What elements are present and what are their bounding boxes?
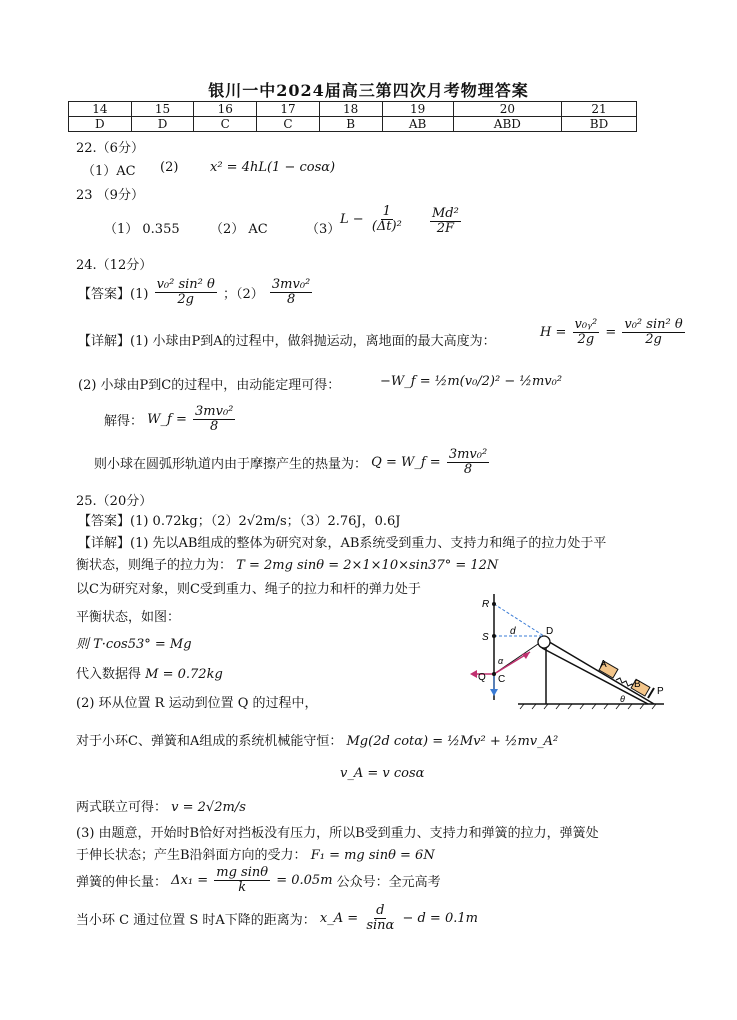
q25-line13: 弹簧的伸长量： Δx₁ = $\frac{\text{mg sinθ}}{k}$ = 0.05m 公众号：全元高考: [76, 865, 441, 895]
q23-formula1: L − $\frac{1}{\text{(Δt)²}}$: [340, 204, 402, 234]
q22-formula: x² = 4hL(1 − cosα): [210, 160, 336, 175]
q24-detail1-formula: H = $\frac{\text{v₀ᵧ²}}{2g}$ = $\frac{\text{v₀² sin² θ}}{2g}$: [540, 317, 683, 347]
table-cell: ABD: [453, 117, 561, 132]
table-cell: C: [257, 117, 320, 132]
ring-c: [492, 672, 496, 676]
q25-line3: 以C为研究对象，则C受到重力、绳子的拉力和杆的弹力处于: [76, 582, 421, 597]
table-cell: 17: [257, 102, 320, 117]
page-title: 银川一中2024届高三第四次月考物理答案: [208, 81, 529, 100]
q25-line8: 对于小环C、弹簧和A组成的系统机械能守恒： Mg(2d cotα) = ½Mv² + ½mv_A²: [76, 734, 559, 749]
normal-arrowhead: [470, 670, 477, 678]
pulley: [538, 636, 550, 648]
q24-detail2: (2) 小球由P到C的过程中，由动能定理可得：: [78, 378, 341, 393]
q23-header: 23 （9分）: [76, 188, 144, 203]
label-p: P: [657, 686, 664, 697]
point-r: [492, 602, 496, 606]
label-theta: θ: [620, 694, 625, 704]
label-c: C: [498, 674, 506, 685]
q25-line10: 两式联立可得： v = 2√2m/s: [76, 800, 246, 815]
table-cell: 19: [382, 102, 453, 117]
q22-header: 22.（6分）: [76, 141, 144, 156]
label-d: d: [510, 626, 516, 637]
table-cell: D: [69, 117, 132, 132]
table-cell: 15: [131, 102, 194, 117]
table-cell: B: [319, 117, 382, 132]
incline-top: [546, 640, 654, 704]
q24-solve: 解得： W_f = $\frac{\text{3mv₀²}}{8}$: [104, 404, 234, 434]
table-cell: 18: [319, 102, 382, 117]
table-cell: 21: [561, 102, 636, 117]
answer-table: [68, 101, 637, 132]
q25-detail-line1: 【详解】(1) 先以AB组成的整体为研究对象，AB系统受到重力、支持力和绳子的拉力处于平: [78, 536, 607, 551]
q23-part2: （2） AC: [210, 222, 268, 237]
incline-bottom: [542, 648, 648, 704]
q25-line12: 于伸长状态；产生B沿斜面方向的受力： F₁ = mg sinθ = 6N: [76, 848, 435, 863]
point-s: [492, 634, 496, 638]
q25-answer: 【答案】(1) 0.72kg；（2）2√2m/s；（3）2.76J，0.6J: [78, 514, 401, 529]
dashed-line-r: [494, 604, 544, 636]
q23-part3: （3）: [306, 222, 341, 237]
q25-line6: 代入数据得 M = 0.72kg: [76, 667, 223, 682]
q22-part2: (2): [160, 160, 179, 175]
gravity-arrowhead: [490, 689, 498, 696]
q24-answer: 【答案】(1) $\frac{\text{v₀² sin² θ}}{2g}$ ；（2） $\frac{\text{3mv₀²}}{8}$: [78, 277, 311, 307]
table-cell: 16: [194, 102, 257, 117]
table-row: [69, 102, 637, 117]
table-row: [69, 117, 637, 132]
table-cell: C: [194, 117, 257, 132]
label-alpha: α: [498, 656, 504, 666]
q25-line9: v_A = v cosα: [340, 766, 425, 781]
q24-heat: 则小球在圆弧形轨道内由于摩擦产生的热量为： Q = W_f = $\frac{\text{3mv₀²}}{8}$: [94, 447, 488, 477]
label-a: A: [600, 659, 607, 670]
q23-formula2: $\frac{\text{Md²}}{2F}$: [432, 206, 459, 236]
table-cell: D: [131, 117, 194, 132]
q22-part1: （1）AC: [82, 164, 136, 179]
q25-header: 25.（20分）: [76, 494, 153, 509]
q25-line11: (3) 由题意，开始时B恰好对挡板没有压力，所以B受到重力、支持力和弹簧的拉力，弹簧处: [76, 826, 599, 841]
q24-header: 24.（12分）: [76, 258, 153, 273]
label-q: Q: [478, 672, 486, 683]
table-cell: BD: [561, 117, 636, 132]
mechanics-diagram: [458, 590, 670, 720]
q23-part1: （1） 0.355: [104, 222, 180, 237]
label-b: B: [634, 679, 641, 690]
q25-line5: 则 T·cos53° = Mg: [76, 637, 192, 652]
table-cell: 20: [453, 102, 561, 117]
q25-detail-line2: 衡状态，则绳子的拉力为： T = 2mg sinθ = 2×1×10×sin37° = 12N: [76, 558, 499, 573]
q25-line7: (2) 环从位置 R 运动到位置 Q 的过程中，: [76, 696, 318, 711]
q25-line4: 平衡状态，如图：: [76, 610, 181, 625]
table-cell: AB: [382, 117, 453, 132]
q24-detail1: 【详解】(1) 小球由P到A的过程中，做斜抛运动，离地面的最大高度为：: [78, 334, 496, 349]
q24-detail2-formula: −W_f = ½m(v₀/2)² − ½mv₀²: [380, 374, 563, 389]
label-s: S: [482, 632, 489, 643]
tension-arrowhead: [522, 652, 530, 659]
table-cell: 14: [69, 102, 132, 117]
q25-line14: 当小环 C 通过位置 S 时A下降的距离为： x_A = $\frac{d}{\sin\alpha}$ − d = 0.1m: [76, 903, 478, 933]
label-r: R: [482, 599, 490, 610]
label-d-point: D: [546, 626, 554, 637]
